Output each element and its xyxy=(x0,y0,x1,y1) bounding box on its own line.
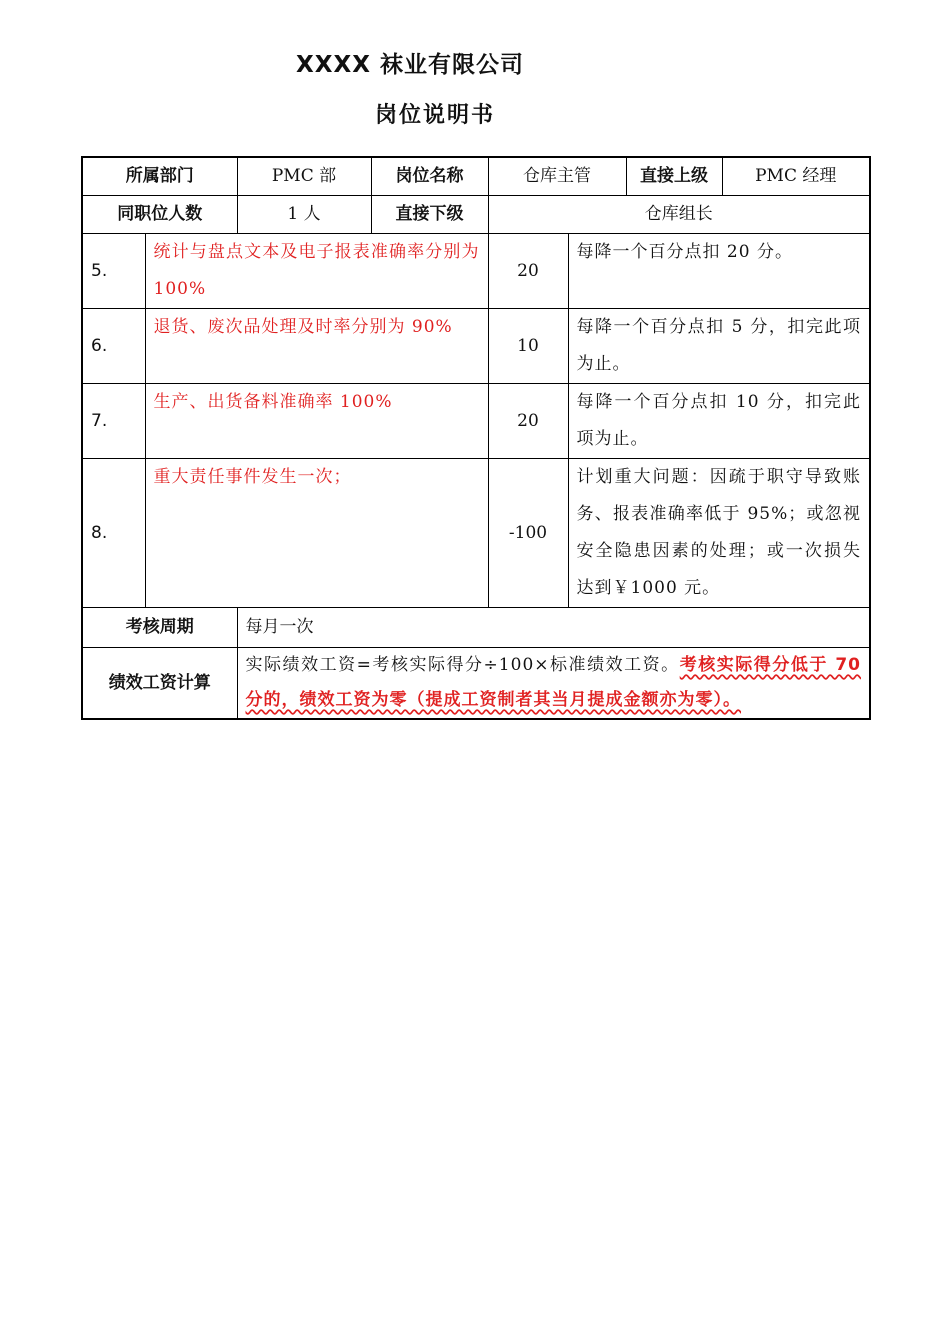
kpi-rule: 计划重大问题：因疏于职守导致账务、报表准确率低于 95%；或忽视安全隐患因素的处理；或一次损失达到￥1000 元。 xyxy=(568,459,870,608)
kpi-score: 20 xyxy=(488,384,568,459)
kpi-number: 8. xyxy=(82,459,145,608)
info-row-1 xyxy=(82,157,870,196)
cycle-label: 考核周期 xyxy=(82,608,237,648)
superior-label: 直接上级 xyxy=(626,157,722,196)
kpi-item: 重大责任事件发生一次； xyxy=(145,459,488,608)
kpi-row xyxy=(82,459,870,608)
job-description-table xyxy=(81,156,871,720)
kpi-score: -100 xyxy=(488,459,568,608)
headcount-value: 1 人 xyxy=(237,196,371,234)
company-name: XXXX 袜业有限公司 xyxy=(296,52,524,78)
subordinate-value: 仓库组长 xyxy=(488,196,870,234)
salary-value xyxy=(237,648,870,720)
kpi-score: 10 xyxy=(488,309,568,384)
position-value: 仓库主管 xyxy=(488,157,626,196)
headcount-label: 同职位人数 xyxy=(82,196,237,234)
kpi-number: 7. xyxy=(82,384,145,459)
kpi-rule: 每降一个百分点扣 20 分。 xyxy=(568,234,870,309)
superior-value: PMC 经理 xyxy=(722,157,870,196)
salary-label: 绩效工资计算 xyxy=(82,648,237,720)
cycle-value: 每月一次 xyxy=(237,608,870,648)
position-label: 岗位名称 xyxy=(371,157,488,196)
info-row-2 xyxy=(82,196,870,234)
salary-row xyxy=(82,648,870,720)
kpi-item: 生产、出货备料准确率 100% xyxy=(145,384,488,459)
kpi-item: 统计与盘点文本及电子报表准确率分别为 100% xyxy=(145,234,488,309)
kpi-rule: 每降一个百分点扣 5 分，扣完此项为止。 xyxy=(568,309,870,384)
kpi-row xyxy=(82,234,870,309)
kpi-score: 20 xyxy=(488,234,568,309)
kpi-item: 退货、废次品处理及时率分别为 90% xyxy=(145,309,488,384)
dept-value: PMC 部 xyxy=(237,157,371,196)
kpi-rule: 每降一个百分点扣 10 分，扣完此项为止。 xyxy=(568,384,870,459)
subordinate-label: 直接下级 xyxy=(371,196,488,234)
salary-warning: 考核实际得分低于 70 分的，绩效工资为零（提成工资制者其当月提成金额亦为零）。 xyxy=(245,655,861,710)
dept-label: 所属部门 xyxy=(82,157,237,196)
salary-formula: 实际绩效工资=考核实际得分÷100×标准绩效工资。 xyxy=(245,655,680,675)
kpi-number: 6. xyxy=(82,309,145,384)
document-title: 岗位说明书 xyxy=(374,103,495,128)
kpi-number: 5. xyxy=(82,234,145,309)
cycle-row xyxy=(82,608,870,648)
kpi-row xyxy=(82,309,870,384)
kpi-row xyxy=(82,384,870,459)
